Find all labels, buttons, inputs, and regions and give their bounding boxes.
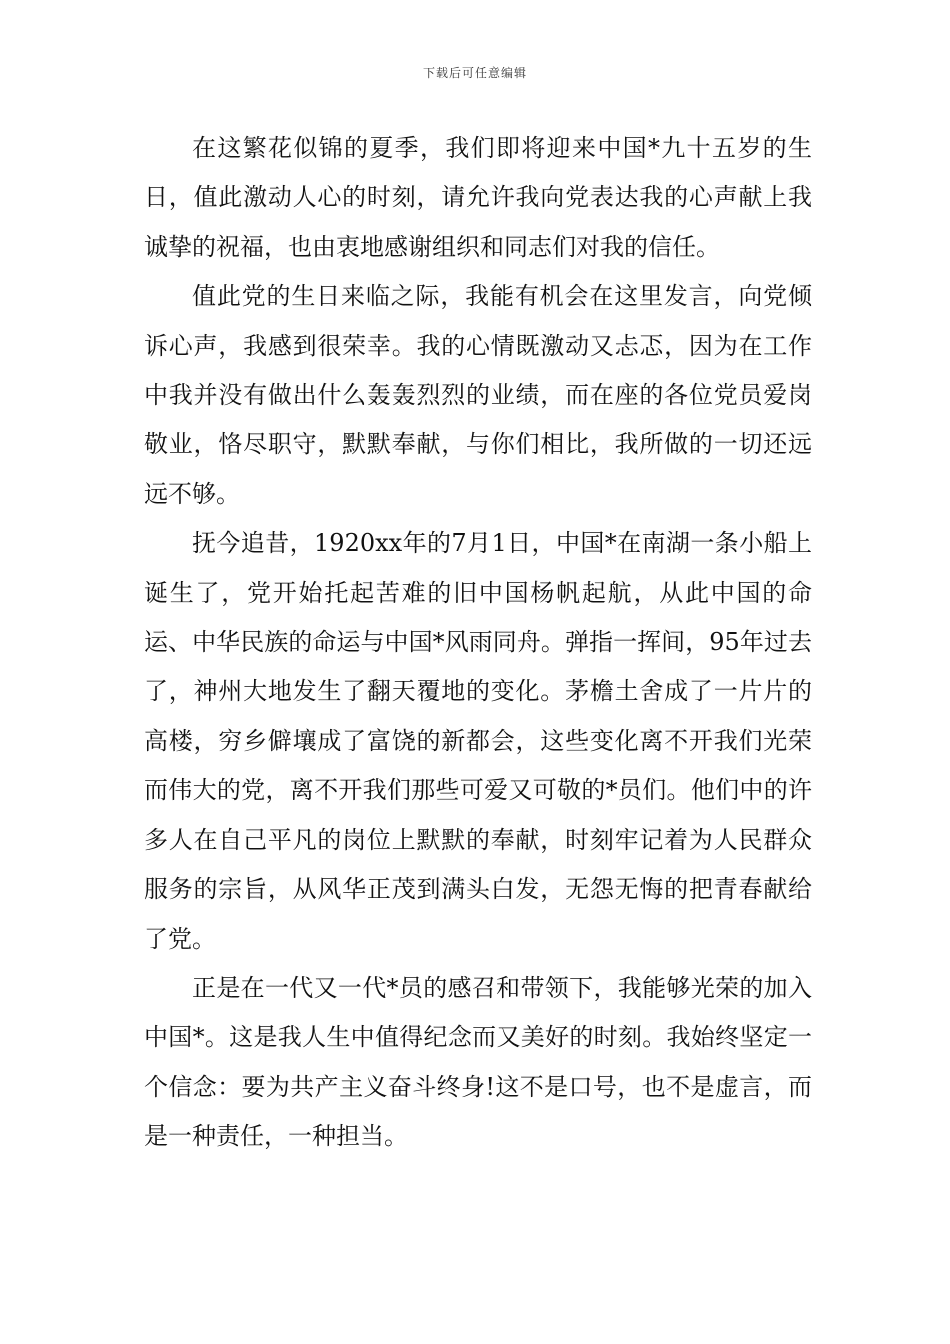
paragraph-3: 抚今追昔，1920xx年的7月1日，中国*在南湖一条小船上诞生了，党开始托起苦难的旧中国杨帆起航，从此中国的命运、中华民族的命运与中国*风雨同舟。弹指一挥间，95年过去了，神州大地发生了翻天覆地的变化。茅檐土舍成了一片片的高楼，穷乡僻壤成了富饶的新都会，这些变化离不开我们光荣而伟大的党，离不开我们那些可爱又可敬的*员们。他们中的许多人在自己平凡的岗位上默默的奉献，时刻牢记着为人民群众服务的宗旨，从风华正茂到满头白发，无怨无悔的把青春献给了党。 bbox=[144, 529, 812, 953]
paragraph-4: 正是在一代又一代*员的感召和带领下，我能够光荣的加入中国*。这是我人生中值得纪念而又美好的时刻。我始终坚定一个信念：要为共产主义奋斗终身!这不是口号，也不是虚言，而是一种责任，一种担当。 bbox=[144, 973, 812, 1151]
page-header: 下载后可任意编辑 bbox=[422, 66, 527, 80]
document-body bbox=[144, 124, 812, 1162]
paragraph-1: 在这繁花似锦的夏季，我们即将迎来中国*九十五岁的生日，值此激动人心的时刻，请允许我向党表达我的心声献上我诚挚的祝福，也由衷地感谢组织和同志们对我的信任。 bbox=[144, 134, 812, 261]
paragraph-2: 值此党的生日来临之际，我能有机会在这里发言，向党倾诉心声，我感到很荣幸。我的心情既激动又忐忑，因为在工作中我并没有做出什么轰轰烈烈的业绩，而在座的各位党员爱岗敬业，恪尽职守，默默奉献，与你们相比，我所做的一切还远远不够。 bbox=[144, 282, 812, 508]
